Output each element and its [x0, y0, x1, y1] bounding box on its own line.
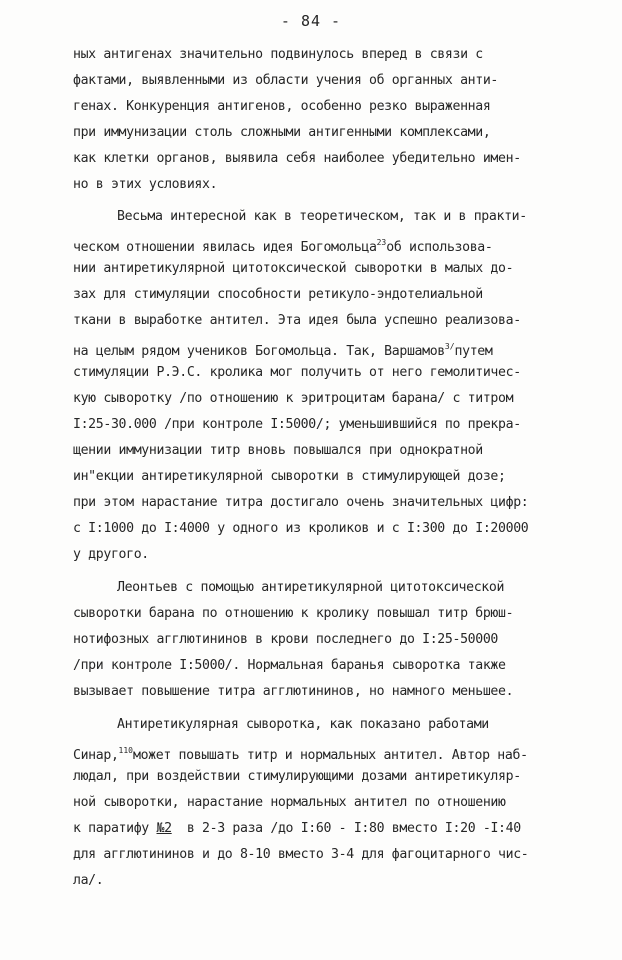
text-line: [73, 235, 493, 256]
text-line: ной сыворотки, нарастание нормальных антител по отношению: [73, 795, 506, 810]
text-line: Антиретикулярная сыворотка, как показано работами: [117, 717, 489, 732]
text-line: ткани в выработке антител. Эта идея была успешно реализова-: [73, 313, 521, 328]
text-span: путем: [454, 344, 493, 359]
text-line: ных антигенах значительно подвинулось вперед в связи с: [73, 47, 483, 62]
text-line: [73, 339, 492, 360]
text-line: сыворотки барана по отношению к кролику повышал титр брюш-: [73, 606, 514, 621]
text-line: [73, 743, 528, 764]
text-line: Леонтьев с помощью антиретикулярной цитотоксической: [117, 580, 505, 595]
text-line: людал, при воздействии стимулирующими дозами антиретикуляр-: [73, 769, 521, 784]
text-line: щении иммунизации титр вновь повышался при однократной: [73, 443, 483, 458]
text-line: I:25-30.000 /при контроле I:5000/; уменьшившийся по прекра-: [73, 417, 521, 432]
text-line: фактами, выявленными из области учения об органных анти-: [73, 73, 499, 88]
text-line: генах. Конкуренция антигенов, особенно резко выраженная: [73, 99, 491, 114]
footnote-ref: 23: [376, 238, 387, 247]
text-line: при этом нарастание титра достигало очень значительных цифр:: [73, 495, 529, 510]
text-span: может повышать титр и нормальных антител. Автор наб-: [133, 748, 528, 763]
text-span: к паратифу: [73, 821, 149, 836]
text-line: стимуляции Р.Э.С. кролика мог получить от него гемолитичес-: [73, 365, 521, 380]
text-span: в 2-3 раза /до I:60 - I:80 вместо I:20 -I:40: [186, 821, 521, 836]
paratyph-number: №2: [156, 821, 172, 836]
text-line: Весьма интересной как в теоретическом, так и в практи-: [117, 209, 527, 224]
text-line: ин"екции антиретикулярной сыворотки в стимулирующей дозе;: [73, 469, 506, 484]
text-line: ла/.: [73, 873, 104, 888]
text-line: нотифозных агглютининов в крови последнего до I:25-50000: [73, 632, 499, 647]
text-span: ческом отношении явилась идея Богомольца: [73, 240, 377, 255]
text-line: нии антиретикулярной цитотоксической сыворотки в малых до-: [73, 261, 514, 276]
text-line: /при контроле I:5000/. Нормальная баранья сыворотка также: [73, 658, 506, 673]
text-line: при иммунизации столь сложными антигенными комплексами,: [73, 125, 491, 140]
footnote-ref: 110: [118, 746, 133, 755]
text-span: Синар,: [73, 748, 119, 763]
text-span: на целым рядом учеников Богомольца. Так, Варшамов: [73, 344, 445, 359]
text-line: с I:1000 до I:4000 у одного из кроликов и с I:300 до I:20000: [73, 521, 529, 536]
footnote-ref: 3/: [444, 342, 455, 351]
text-line: у другого.: [73, 547, 149, 562]
text-line: но в этих условиях.: [73, 177, 218, 192]
text-line: для агглютининов и до 8-10 вместо 3-4 для фагоцитарного чис-: [73, 847, 529, 862]
page-number: - 84 -: [280, 12, 342, 30]
text-line: зах для стимуляции способности ретикуло-эндотелиальной: [73, 287, 483, 302]
text-line: вызывает повышение титра агглютининов, но намного меньшее.: [73, 684, 514, 699]
text-line: кую сыворотку /по отношению к эритроцитам барана/ с титром: [73, 391, 514, 406]
text-line: как клетки органов, выявила себя наиболее убедительно имен-: [73, 151, 521, 166]
text-line: [73, 821, 521, 837]
text-span: об использова-: [386, 240, 493, 255]
